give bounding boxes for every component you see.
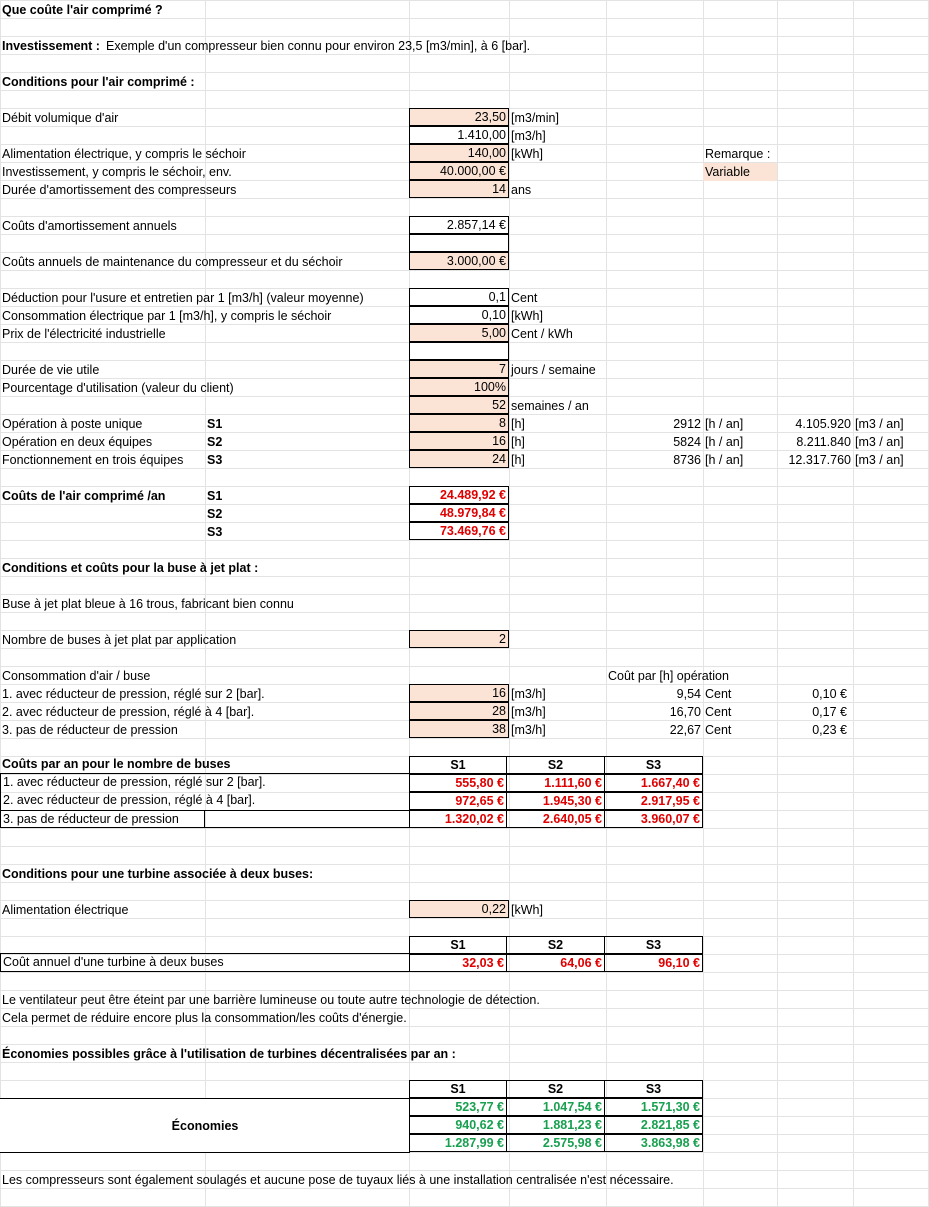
invest-value-cell[interactable]: 40.000,00 € [409,162,509,180]
couts-buses-cell[interactable]: 555,80 € [409,774,507,792]
operation-code: S3 [207,453,223,467]
buse-row-cent-unit: Cent [705,723,732,737]
economies-footer: Les compresseurs sont également soulagés et aucune pose de tuyaux liés à une installation centralisée n'est nécessaire. [2,1173,674,1187]
couts-buses-heading: Coûts par an pour le nombre de buses [0,756,409,774]
turbine-cout-label: Coût annuel d'une turbine à deux buses [0,954,410,972]
economies-cell[interactable]: 1.047,54 € [506,1098,605,1116]
economies-cell[interactable]: 1.571,30 € [604,1098,703,1116]
grid-row-line [0,540,929,541]
turbine-col-header: S1 [409,936,507,954]
turbine-cout-cell[interactable]: 64,06 € [506,954,605,972]
buse-row-label: 2. avec réducteur de pression, réglé à 4 [bar]. [2,705,255,719]
buse-row-unit: [m3/h] [511,705,546,719]
operation-code: S1 [207,417,223,431]
couts-buses-cell[interactable]: 1.111,60 € [506,774,605,792]
investissement-label: Investissement : [2,39,100,53]
couts-buses-cell[interactable]: 1.667,40 € [604,774,703,792]
turbine-alim-unit: [kWh] [511,903,543,917]
turbine-note-2: Cela permet de réduire encore plus la consommation/les coûts d'énergie. [2,1011,407,1025]
buse-cout-h-label: Coût par [h] opération [608,669,729,683]
couts-air-code: S1 [207,489,223,503]
buse-heading: Conditions et coûts pour la buse à jet plat : [2,561,259,575]
couts-air-value-cell[interactable]: 48.979,84 € [409,504,509,522]
turbine-col-header: S3 [604,936,703,954]
deduction-label: Déduction pour l'usure et entretien par 1 [m3/h] (valeur moyenne) [2,291,364,305]
couts-air-value-cell[interactable]: 73.469,76 € [409,522,509,540]
debit-value-cell[interactable]: 23,50 [409,108,509,126]
turbine-col-header: S2 [506,936,605,954]
buse-conso-label: Consommation d'air / buse [2,669,151,683]
couts-buses-row-label: 3. pas de réducteur de pression [0,810,205,828]
buse-row-value-cell[interactable]: 28 [409,702,509,720]
prix-label: Prix de l'électricité industrielle [2,327,166,341]
buse-nombre-cell[interactable]: 2 [409,630,509,648]
maint-label: Coûts annuels de maintenance du compresseur et du séchoir [2,255,343,269]
operation-hours-per-year: 8736 [673,453,701,467]
prix-unit: Cent / kWh [511,327,573,341]
economies-cell[interactable]: 523,77 € [409,1098,507,1116]
economies-heading: Économies possibles grâce à l'utilisation de turbines décentralisées par an : [2,1047,456,1061]
couts-air-code: S3 [207,525,223,539]
buse-row-eur: 0,10 € [812,687,847,701]
economies-cell[interactable]: 3.863,98 € [604,1134,703,1152]
variable-cell[interactable]: Variable [703,163,777,181]
economies-col-header: S1 [409,1080,507,1098]
buse-row-cent-unit: Cent [705,687,732,701]
operation-label: Opération en deux équipes [2,435,153,449]
debit-h-value-cell[interactable]: 1.410,00 [409,126,509,144]
grid-row-line [0,918,929,919]
alim-unit: [kWh] [511,147,543,161]
couts-buses-cell[interactable]: 1.945,30 € [506,792,605,810]
pourcent-label: Pourcentage d'utilisation (valeur du client) [2,381,234,395]
maint-value-cell[interactable]: 3.000,00 € [409,252,509,270]
couts-amort-value-cell[interactable]: 2.857,14 € [409,216,509,234]
duree-amort-value-cell[interactable]: 14 [409,180,509,198]
buse-nombre-label: Nombre de buses à jet plat par application [2,633,237,647]
operation-unit: [h] [511,417,525,431]
buse-row-unit: [m3/h] [511,687,546,701]
couts-buses-col-header: S2 [506,756,605,774]
couts-amort-label: Coûts d'amortissement annuels [2,219,177,233]
operation-hours-cell[interactable]: 24 [409,450,509,468]
operation-label: Opération à poste unique [2,417,143,431]
operation-m3-unit: [m3 / an] [855,417,904,431]
duree-vie-value-cell[interactable]: 7 [409,360,509,378]
operation-m3-per-year: 8.211.840 [796,435,851,449]
turbine-cout-cell[interactable]: 32,03 € [409,954,507,972]
couts-buses-cell[interactable]: 2.917,95 € [604,792,703,810]
operation-hours-per-year: 5824 [673,435,701,449]
operation-code: S2 [207,435,223,449]
couts-buses-col-header: S1 [409,756,507,774]
conso-label: Consommation électrique par 1 [m3/h], y compris le séchoir [2,309,332,323]
debit-h-unit: [m3/h] [511,129,546,143]
operation-m3-per-year: 12.317.760 [788,453,851,467]
buse-row-value-cell[interactable]: 38 [409,720,509,738]
semaines-unit: semaines / an [511,399,589,413]
couts-buses-cell[interactable]: 1.320,02 € [409,810,507,828]
couts-air-code: S2 [207,507,223,521]
buse-row-unit: [m3/h] [511,723,546,737]
operation-hours-cell[interactable]: 8 [409,414,509,432]
operation-hours-cell[interactable]: 16 [409,432,509,450]
economies-label-cell [0,1098,410,1153]
turbine-note-1: Le ventilateur peut être éteint par une barrière lumineuse ou toute autre technologie de détection. [2,993,540,1007]
empty-cell[interactable] [409,342,509,360]
debit-label: Débit volumique d'air [2,111,119,125]
couts-buses-cell[interactable]: 2.640,05 € [506,810,605,828]
economies-cell[interactable]: 1.881,23 € [506,1116,605,1134]
alim-label: Alimentation électrique, y compris le séchoir [2,147,246,161]
empty-cell [0,936,409,954]
operation-m3-unit: [m3 / an] [855,453,904,467]
economies-cell[interactable]: 940,62 € [409,1116,507,1134]
invest-label: Investissement, y compris le séchoir, env. [2,165,232,179]
operation-m3-per-year: 4.105.920 [795,417,851,431]
page-title: Que coûte l'air comprimé ? [2,3,163,17]
grid-row-line [0,846,929,847]
semaines-value-cell[interactable]: 52 [409,396,509,414]
couts-buses-cell[interactable]: 3.960,07 € [604,810,703,828]
conditions-air-heading: Conditions pour l'air comprimé : [2,75,195,89]
duree-amort-label: Durée d'amortissement des compresseurs [2,183,237,197]
empty-cell[interactable] [409,234,509,252]
operation-hpa-unit: [h / an] [705,435,744,449]
debit-unit: [m3/min] [511,111,559,125]
buse-row-cent: 16,70 [669,705,701,719]
alim-value-cell[interactable]: 140,00 [409,144,509,162]
buse-desc: Buse à jet plat bleue à 16 trous, fabricant bien connu [2,597,294,611]
operation-hpa-unit: [h / an] [705,417,744,431]
duree-amort-unit: ans [511,183,532,197]
buse-row-eur: 0,17 € [812,705,847,719]
buse-row-label: 3. pas de réducteur de pression [2,723,178,737]
economies-col-header: S3 [604,1080,703,1098]
buse-row-eur: 0,23 € [812,723,847,737]
grid-row-line [0,972,929,973]
economies-cell[interactable]: 1.287,99 € [409,1134,507,1152]
turbine-alim-cell[interactable]: 0,22 [409,900,509,918]
buse-row-cent: 9,54 [676,687,701,701]
economies-label: Économies [171,1119,239,1133]
operation-m3-unit: [m3 / an] [855,435,904,449]
pourcent-value-cell[interactable]: 100% [409,378,509,396]
turbine-alim-label: Alimentation électrique [2,903,129,917]
couts-buses-row-label: 2. avec réducteur de pression, réglé à 4 [bar]. [0,792,409,810]
duree-vie-label: Durée de vie utile [2,363,100,377]
couts-buses-col-header: S3 [604,756,703,774]
couts-air-value-cell[interactable]: 24.489,92 € [409,486,509,504]
turbine-cout-cell[interactable]: 96,10 € [604,954,703,972]
conso-value-cell[interactable]: 0,10 [409,306,509,324]
prix-value-cell[interactable]: 5,00 [409,324,509,342]
economies-cell[interactable]: 2.575,98 € [506,1134,605,1152]
operation-hpa-unit: [h / an] [705,453,744,467]
couts-buses-cell[interactable]: 972,65 € [409,792,507,810]
deduction-value-cell[interactable]: 0,1 [409,288,509,306]
economies-col-header: S2 [506,1080,605,1098]
turbine-heading: Conditions pour une turbine associée à deux buses: [2,867,314,881]
duree-vie-unit: jours / semaine [511,363,596,377]
couts-air-label: Coûts de l'air comprimé /an [2,489,166,503]
couts-buses-row-label: 1. avec réducteur de pression, réglé sur 2 [bar]. [0,774,409,792]
buse-row-label: 1. avec réducteur de pression, réglé sur 2 [bar]. [2,687,265,701]
empty-cell[interactable] [204,810,410,828]
operation-hours-per-year: 2912 [673,417,701,431]
deduction-unit: Cent [511,291,538,305]
economies-cell[interactable]: 2.821,85 € [604,1116,703,1134]
buse-row-value-cell[interactable]: 16 [409,684,509,702]
operation-unit: [h] [511,453,525,467]
buse-row-cent: 22,67 [669,723,701,737]
investissement-text: Exemple d'un compresseur bien connu pour environ 23,5 [m3/min], à 6 [bar]. [106,39,531,53]
buse-row-cent-unit: Cent [705,705,732,719]
operation-unit: [h] [511,435,525,449]
grid-row-line [0,828,929,829]
remarque-label: Remarque : [705,147,771,161]
operation-label: Fonctionnement en trois équipes [2,453,184,467]
conso-unit: [kWh] [511,309,543,323]
